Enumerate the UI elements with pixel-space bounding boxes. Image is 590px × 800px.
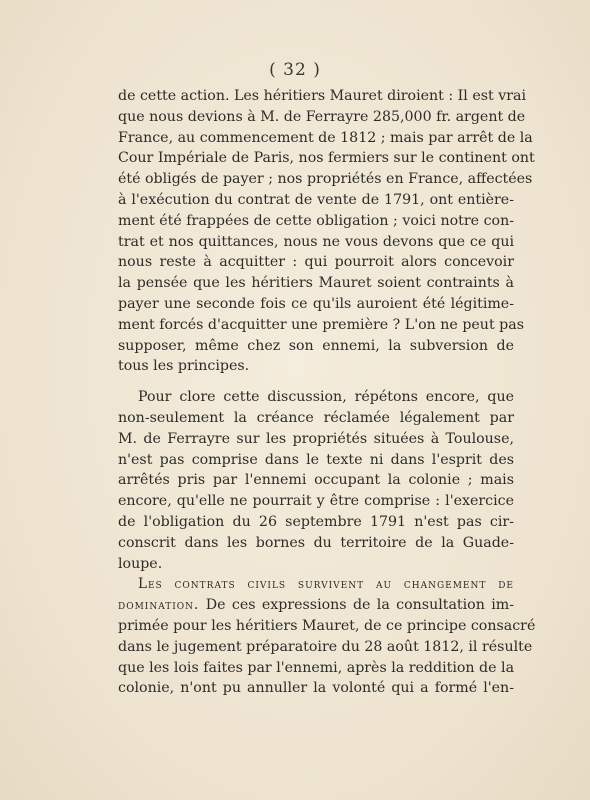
text-line: trat et nos quittances, nous ne vous devons que ce qui: [118, 233, 514, 250]
text-line: payer une seconde fois ce qu'ils auroient été légitime-: [118, 295, 514, 312]
text-line: encore, qu'elle ne pourrait y être comprise : l'exercice: [118, 493, 514, 510]
paragraph-gap: [118, 377, 514, 387]
text-line: M. de Ferrayre sur les propriétés situées à Toulouse,: [118, 430, 514, 447]
section-heading-continuation: domination.: [118, 597, 200, 614]
text-line: tous les principes.: [118, 358, 250, 375]
text-line: nous reste à acquitter : qui pourroit alors concevoir: [118, 254, 514, 271]
text-line: loupe.: [118, 555, 163, 572]
text-line: non-seulement la créance réclamée légalement par: [118, 409, 514, 426]
text-line: la pensée que les héritiers Mauret soient contraints à: [118, 275, 514, 292]
text-line: n'est pas comprise dans le texte ni dans l'esprit des: [118, 451, 514, 468]
text-line: que les lois faites par l'ennemi, après la reddition de la: [118, 659, 515, 676]
text-line: colonie, n'ont pu annuller la volonté qui a formé l'en-: [118, 680, 514, 697]
text-line: conscrit dans les bornes du territoire de la Guade-: [118, 534, 514, 551]
text-line: Pour clore cette discussion, répétons encore, que: [138, 389, 514, 406]
text-line: que nous devions à M. de Ferrayre 285,000 fr. argent de: [118, 108, 526, 125]
text-line: été obligés de payer ; nos propriétés en France, affectées: [118, 171, 533, 188]
text-line: France, au commencement de 1812 ; mais par arrêt de la: [118, 129, 533, 146]
body-text: [118, 86, 536, 699]
text-line: dans le jugement préparatoire du 28 août 1812, il résulte: [118, 638, 533, 655]
page-number-header: ( 32 ): [269, 60, 321, 80]
paragraph-1: [118, 86, 535, 377]
paragraph-2: [118, 387, 514, 574]
text-line: de cette action. Les héritiers Mauret diroient : Il est vrai: [118, 88, 527, 104]
text-line: Cour Impériale de Paris, nos fermiers sur le continent ont: [118, 150, 535, 167]
paragraph-3: [118, 574, 536, 699]
text-line: primée pour les héritiers Mauret, de ce principe consacré: [118, 617, 536, 634]
text-line: ment forcés d'acquitter une première ? L'on ne peut pas: [118, 316, 524, 333]
text-line: supposer, même chez son ennemi, la subversion de: [118, 337, 514, 354]
text-line: à l'exécution du contrat de vente de 1791, ont entière-: [118, 191, 514, 208]
text-line: de l'obligation du 26 septembre 1791 n'est pas cir-: [118, 513, 514, 530]
text-line: ment été frappées de cette obligation ; voici notre con-: [118, 212, 514, 229]
text-fragment: De ces expressions de la consultation im-: [199, 597, 514, 614]
section-heading: Les contrats civils survivent au changement de: [138, 576, 514, 593]
text-line: [118, 595, 514, 616]
text-line: arrêtés pris par l'ennemi occupant la colonie ; mais: [118, 472, 514, 489]
